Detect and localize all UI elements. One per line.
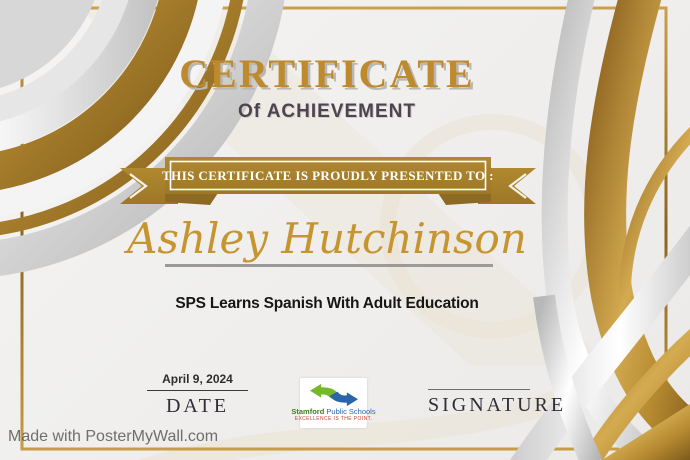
school-logo — [291, 378, 376, 428]
date-value: April 9, 2024 — [162, 372, 233, 386]
logo-blue-arrow-icon — [329, 392, 357, 407]
signature-block — [428, 389, 567, 417]
recipient-name: Ashley Hutchinson — [127, 214, 527, 263]
presented-to-text: THIS CERTIFICATE IS PROUDLY PRESENTED TO : — [162, 168, 494, 183]
school-logo-arrows-icon — [307, 383, 361, 407]
watermark-text: Made with PosterMyWall.com — [8, 428, 219, 445]
signature-line — [428, 389, 530, 390]
school-logo-name-secondary: Public Schools — [326, 407, 376, 416]
school-logo-name — [291, 407, 375, 416]
certificate-subtitle: Of ACHIEVEMENT — [238, 101, 416, 122]
recipient-underline — [165, 264, 493, 267]
date-label: DATE — [165, 395, 230, 417]
school-logo-name-primary: Stamford — [291, 407, 325, 416]
date-line — [147, 390, 248, 391]
course-description: SPS Learns Spanish With Adult Education — [175, 295, 479, 312]
date-block — [147, 372, 248, 418]
signature-label: SIGNATURE — [428, 394, 567, 416]
school-logo-tagline: EXCELLENCE IS THE POINT. — [294, 416, 373, 422]
certificate-title: CERTIFICATE — [179, 51, 475, 96]
